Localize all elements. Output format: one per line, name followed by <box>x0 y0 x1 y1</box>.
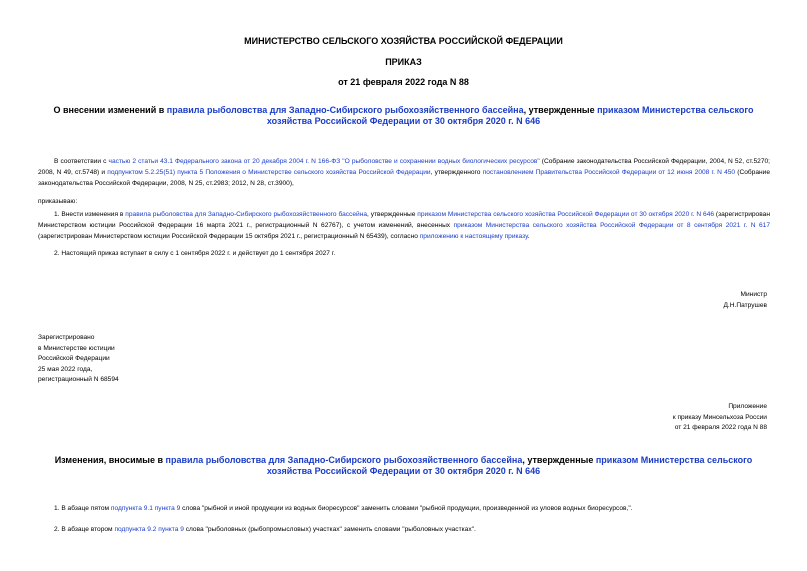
order-646-link[interactable]: приказом Министерства сельского хозяйства Российской Федерации от 30 октября 2020 г. N 646 <box>266 105 754 126</box>
appendix-line-3: от 21 февраля 2022 года N 88 <box>674 424 767 431</box>
item1-text-4: (зарегистрирован Министерством юстиции Российской Федерации 15 октября 2021 г., регистрационный N 65439), согласно <box>38 233 420 240</box>
item1-text-3: (зарегистрирован Министерством юстиции Российской Федерации 16 марта 2021 г., регистрационный N 62767), с учетом изменений, внесенных <box>38 211 770 229</box>
item1-text-2: , утвержденные <box>367 211 418 218</box>
appendix-link[interactable]: приложению к настоящему приказу <box>419 233 528 240</box>
preamble-paragraph <box>38 156 770 189</box>
preamble-text-3: , утвержденного <box>430 169 483 176</box>
doc-title-text-1: О внесении изменений в <box>53 105 167 115</box>
federal-law-link[interactable]: частью 2 статьи 43.1 Федерального закона от 20 декабря 2004 г. N 166-ФЗ "О рыболовстве и сохранении водных биологических ресурсов" <box>108 158 540 165</box>
rules-link[interactable]: правила рыболовства для Западно-Сибирского рыбохозяйственного бассейна <box>166 105 524 115</box>
doc-date-number: от 21 февраля 2022 года N 88 <box>338 77 469 87</box>
registration-line-2: в Министерстве юстиции <box>38 344 115 352</box>
item1-text-1: 1. Внести изменения в <box>54 211 126 218</box>
government-decree-link[interactable]: постановлением Правительства Российской Федерации от 12 июня 2008 г. N 450 <box>482 169 736 176</box>
registration-line-4: 25 мая 2022 года, <box>38 365 93 373</box>
appendix-line-1: Приложение <box>728 403 767 410</box>
regulation-subitem-link[interactable]: подпунктом 5.2.25(51) пункта 5 Положения о Министерстве сельского хозяйства Российской Федерации <box>107 169 431 176</box>
changes-title <box>50 455 757 477</box>
preamble-text-4: (Собрание законодательства Российской Федерации, 2008, N 25, ст.2983; 2012, N 28, ст.3900), <box>38 169 770 187</box>
subitem-9-2-link[interactable]: подпункта 9.2 пункта 9 <box>114 526 184 533</box>
changes-title-text-1: Изменения, вносимые в <box>54 455 166 465</box>
ministry-heading: МИНИСТЕРСТВО СЕЛЬСКОГО ХОЗЯЙСТВА РОССИЙСКОЙ ФЕДЕРАЦИИ <box>244 36 563 46</box>
doc-type-heading: ПРИКАЗ <box>385 57 422 67</box>
doc-title-text-2: , утвержденные <box>523 105 598 115</box>
changes-title-text-2: , утвержденные <box>522 455 596 465</box>
registration-line-3: Российской Федерации <box>38 355 110 362</box>
item-1-paragraph <box>38 209 770 242</box>
registration-line-1: Зарегистрировано <box>38 334 95 341</box>
item1-rules-link[interactable]: правила рыболовства для Западно-Сибирского рыбохозяйственного бассейна <box>125 211 368 218</box>
item1-text-5: . <box>527 233 530 240</box>
change-2-paragraph <box>54 525 770 536</box>
doc-title <box>50 105 757 127</box>
item-2-paragraph: 2. Настоящий приказ вступает в силу с 1 сентября 2022 г. и действует до 1 сентября 2027 г. <box>54 250 336 257</box>
change-1-paragraph <box>54 504 770 515</box>
signature-position: Министр <box>740 291 767 298</box>
item1-order-646-link[interactable]: приказом Министерства сельского хозяйства Российской Федерации от 30 октября 2020 г. N 646 <box>417 211 715 218</box>
change1-text-1: 1. В абзаце пятом <box>54 505 111 512</box>
appendix-block <box>673 402 767 434</box>
changes-order-646-link[interactable]: приказом Министерства сельского хозяйства Российской Федерации от 30 октября 2020 г. N 646 <box>266 455 753 476</box>
change1-text-2: слова "рыбной и иной продукции из водных биоресурсов" заменить словами "рыбной продукции, произведенной из уловов водных биоресурсов,". <box>180 505 633 512</box>
preamble-text-2: (Собрание законодательства Российской Федерации, 2004, N 52, ст.5270; 2008, N 49, ст.5748) и <box>38 158 771 176</box>
registration-block <box>38 333 119 386</box>
subitem-9-1-link[interactable]: подпункта 9.1 пункта 9 <box>110 505 181 512</box>
registration-line-5: регистрационный N 68594 <box>38 376 119 383</box>
signature-name: Д.Н.Патрушев <box>723 302 767 309</box>
item1-order-617-link[interactable]: приказом Министерства сельского хозяйства Российской Федерации от 8 сентября 2021 г. N 617 <box>453 222 770 229</box>
changes-rules-link[interactable]: правила рыболовства для Западно-Сибирского рыбохозяйственного бассейна <box>165 455 523 465</box>
change2-text-1: 2. В абзаце втором <box>54 526 115 533</box>
appendix-line-2: к приказу Минсельхоза России <box>672 413 767 421</box>
order-word: приказываю: <box>38 198 78 205</box>
change2-text-2: слова "рыболовных (рыбопромысловых) участках" заменить словами "рыболовных участках". <box>183 526 476 533</box>
preamble-text-1: В соответствии с <box>54 158 109 165</box>
